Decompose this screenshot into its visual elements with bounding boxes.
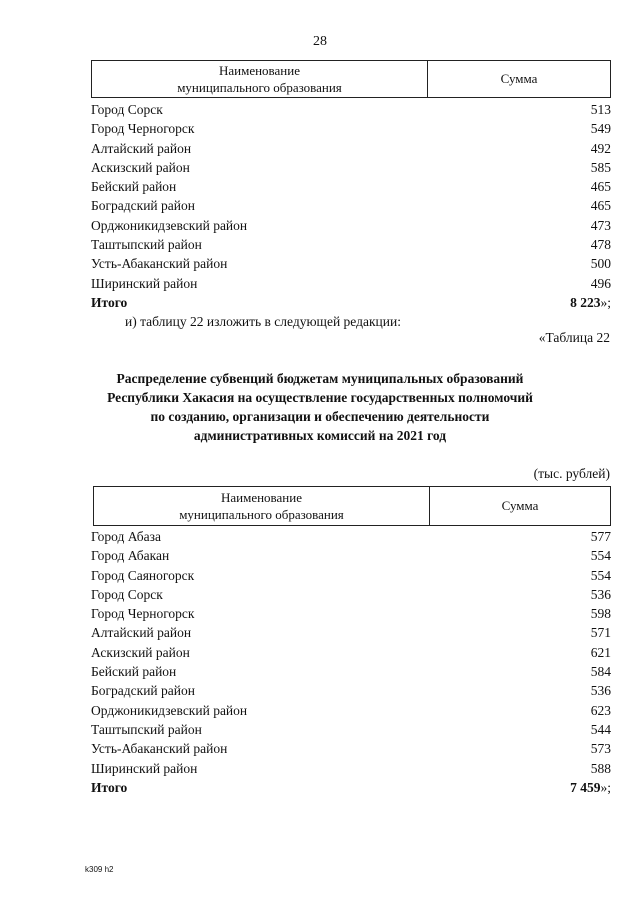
table-row <box>91 662 611 681</box>
table2-header-sum: Сумма <box>501 498 539 513</box>
table1-header-sum: Сумма <box>500 71 538 86</box>
total-number: 7 459 <box>570 779 601 795</box>
row-name: Таштыпский район <box>91 721 202 737</box>
row-value: 585 <box>590 159 611 175</box>
row-value: 573 <box>590 741 611 757</box>
table-row <box>91 235 611 254</box>
row-name: Город Саяногорск <box>91 567 195 583</box>
page-number: 28 <box>313 34 327 49</box>
table2-header <box>93 486 611 526</box>
row-value: 513 <box>590 102 611 117</box>
row-value: 465 <box>590 179 611 195</box>
table2-body <box>91 527 611 797</box>
row-name: Усть-Абаканский район <box>91 256 228 272</box>
row-value: 536 <box>590 586 611 602</box>
row-value: 554 <box>590 548 611 564</box>
total-number: 8 223 <box>570 294 601 310</box>
row-name: Орджоникидзевский район <box>91 702 248 718</box>
table-row <box>91 701 611 720</box>
row-name: Алтайский район <box>91 140 192 156</box>
row-value: 492 <box>590 140 611 156</box>
total-suffix: »; <box>600 294 611 310</box>
row-value: 598 <box>590 606 611 622</box>
table-row <box>91 527 611 546</box>
row-name: Таштыпский район <box>91 237 202 253</box>
table-row <box>91 196 611 215</box>
row-name: Город Сорск <box>91 102 163 117</box>
row-value: 621 <box>590 644 611 660</box>
row-value: 549 <box>590 121 611 137</box>
heading-line: по созданию, организации и обеспечению деятельности <box>150 409 490 424</box>
row-value: 478 <box>590 237 611 253</box>
total-row <box>91 293 611 312</box>
table-row <box>91 566 611 585</box>
table-row <box>91 274 611 293</box>
table-row <box>91 177 611 196</box>
row-name: Ширинский район <box>91 760 198 776</box>
heading-line: Распределение субвенций бюджетам муниципальных образований <box>116 371 524 386</box>
table1-header-name: Наименование муниципального образования <box>92 61 428 97</box>
table1-body <box>91 100 611 312</box>
row-value: 623 <box>590 702 611 718</box>
row-name: Ширинский район <box>91 275 198 291</box>
row-value: 577 <box>590 529 611 544</box>
row-name: Усть-Абаканский район <box>91 741 228 757</box>
table-row <box>91 739 611 758</box>
total-row <box>91 778 611 797</box>
row-name: Город Абакан <box>91 548 170 564</box>
row-value: 465 <box>590 198 611 214</box>
row-value: 571 <box>590 625 611 641</box>
total-label: Итого <box>91 779 128 795</box>
total-label: Итого <box>91 294 128 310</box>
row-value: 496 <box>590 275 611 291</box>
row-name: Алтайский район <box>91 625 192 641</box>
heading-line: административных комиссий на 2021 год <box>193 428 447 443</box>
total-suffix: »; <box>600 779 611 795</box>
table-row <box>91 720 611 739</box>
row-value: 554 <box>590 567 611 583</box>
row-value: 584 <box>590 664 611 680</box>
row-value: 500 <box>590 256 611 272</box>
table-row <box>91 604 611 623</box>
paragraph-text: и) таблицу 22 изложить в следующей редакции: <box>125 314 401 329</box>
table-row <box>91 119 611 138</box>
table-row <box>91 216 611 235</box>
table-row <box>91 681 611 700</box>
row-name: Боградский район <box>91 683 195 699</box>
row-value: 588 <box>590 760 611 776</box>
row-name: Бейский район <box>91 179 177 195</box>
row-value: 544 <box>590 721 611 737</box>
table-row <box>91 585 611 604</box>
table-row <box>91 759 611 778</box>
table-row <box>91 100 611 119</box>
row-name: Бейский район <box>91 664 177 680</box>
table-row <box>91 623 611 642</box>
table-label: «Таблица 22 <box>538 330 610 345</box>
table-row <box>91 546 611 565</box>
unit-label: (тыс. рублей) <box>533 466 610 481</box>
row-value: 473 <box>590 217 611 233</box>
row-name: Город Черногорск <box>91 606 195 622</box>
row-name: Город Сорск <box>91 586 163 602</box>
row-name: Орджоникидзевский район <box>91 217 248 233</box>
table-row <box>91 254 611 273</box>
row-name: Аскизский район <box>91 644 190 660</box>
footer-code: k309 h2 <box>85 865 114 874</box>
row-value: 536 <box>590 683 611 699</box>
heading-line: Республики Хакасия на осуществление государственных полномочий <box>107 390 533 405</box>
table2-header-name: Наименование муниципального образования <box>94 487 430 525</box>
table2-heading <box>60 369 580 445</box>
row-name: Аскизский район <box>91 159 190 175</box>
table-row <box>91 139 611 158</box>
row-name: Город Черногорск <box>91 121 195 137</box>
table-row <box>91 643 611 662</box>
total-value <box>570 778 611 797</box>
table-row <box>91 158 611 177</box>
table1-header <box>91 60 611 98</box>
total-value <box>570 293 611 312</box>
row-name: Боградский район <box>91 198 195 214</box>
row-name: Город Абаза <box>91 529 161 544</box>
